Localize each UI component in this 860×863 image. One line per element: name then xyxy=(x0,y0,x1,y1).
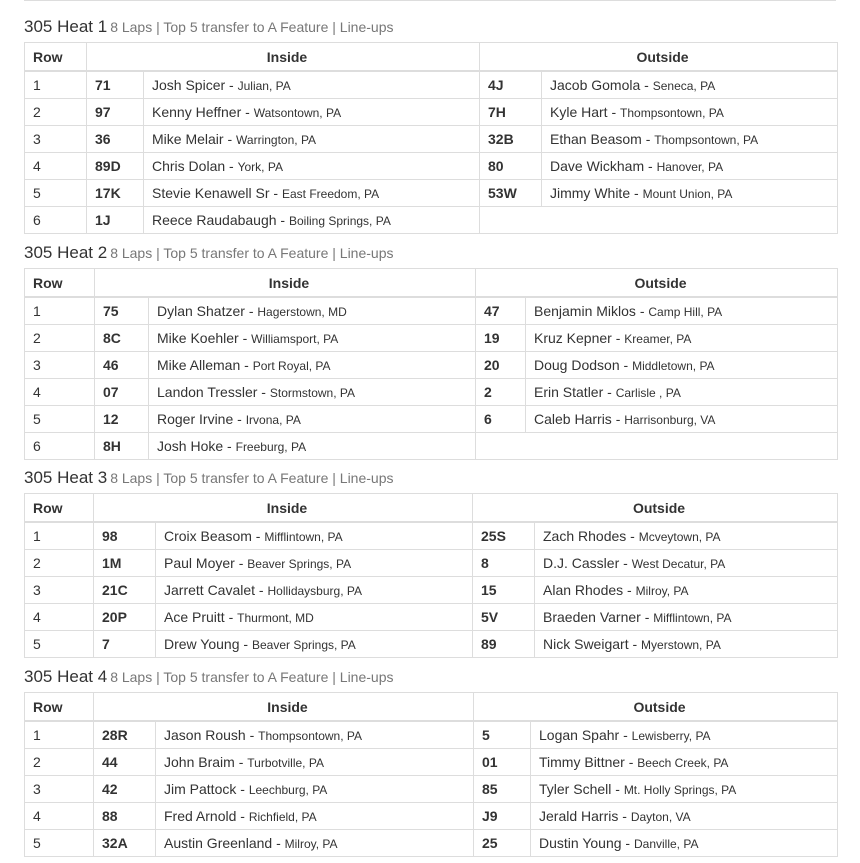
empty-outside-cell xyxy=(476,433,838,460)
row-number: 3 xyxy=(25,126,87,153)
table-row xyxy=(25,522,838,550)
driver-name: Tyler Schell xyxy=(539,781,612,797)
heat-section xyxy=(24,662,837,857)
outside-driver-cell: Jacob Gomola - Seneca, PA xyxy=(542,71,838,99)
table-row xyxy=(25,577,838,604)
heat-title xyxy=(24,238,837,268)
inside-car-number: 21C xyxy=(94,577,156,604)
driver-name: Mike Alleman xyxy=(157,357,241,373)
outside-header: Outside xyxy=(476,269,838,298)
outside-driver-cell: Jimmy White - Mount Union, PA xyxy=(542,180,838,207)
driver-hometown: Stormstown, PA xyxy=(269,386,355,400)
driver-hometown: Kreamer, PA xyxy=(624,332,692,346)
driver-hometown: Carlisle , PA xyxy=(615,386,681,400)
outside-driver-cell: Ethan Beasom - Thompsontown, PA xyxy=(542,126,838,153)
lineup-table xyxy=(24,42,838,234)
inside-car-number: 46 xyxy=(95,352,149,379)
inside-driver-cell: Jim Pattock - Leechburg, PA xyxy=(156,776,474,803)
row-number: 5 xyxy=(25,830,94,857)
row-number: 6 xyxy=(25,207,87,234)
row-number: 4 xyxy=(25,604,94,631)
driver-hometown: Port Royal, PA xyxy=(252,359,331,373)
inside-car-number: 8H xyxy=(95,433,149,460)
header-row xyxy=(25,494,838,523)
table-row xyxy=(25,721,838,749)
heat-title xyxy=(24,12,837,42)
driver-name: Jimmy White xyxy=(550,185,631,201)
driver-name: Josh Spicer xyxy=(152,77,226,93)
driver-hometown: Mifflintown, PA xyxy=(653,611,732,625)
table-row xyxy=(25,604,838,631)
driver-name: Reece Raudabaugh xyxy=(152,212,277,228)
driver-hometown: Thompsontown, PA xyxy=(620,106,724,120)
driver-name: Braeden Varner xyxy=(543,609,641,625)
driver-hometown: Freeburg, PA xyxy=(235,440,307,454)
inside-car-number: 88 xyxy=(94,803,156,830)
inside-driver-cell: Roger Irvine - Irvona, PA xyxy=(149,406,476,433)
inside-driver-cell: Mike Alleman - Port Royal, PA xyxy=(149,352,476,379)
heat-subtitle: 8 Laps | Top 5 transfer to A Feature | Line-ups xyxy=(110,245,394,261)
table-row xyxy=(25,71,838,99)
driver-hometown: Richfield, PA xyxy=(248,810,317,824)
inside-driver-cell: Paul Moyer - Beaver Springs, PA xyxy=(156,550,473,577)
inside-car-number: 17K xyxy=(87,180,144,207)
top-divider xyxy=(24,0,836,1)
table-row xyxy=(25,830,838,857)
driver-name: Jarrett Cavalet xyxy=(164,582,256,598)
row-number: 1 xyxy=(25,522,94,550)
table-row xyxy=(25,749,838,776)
heat-name: 305 Heat 2 xyxy=(24,243,108,262)
driver-hometown: Watsontown, PA xyxy=(253,106,342,120)
driver-hometown: Danville, PA xyxy=(633,837,699,851)
inside-driver-cell: Jarrett Cavalet - Hollidaysburg, PA xyxy=(156,577,473,604)
row-number: 2 xyxy=(25,550,94,577)
outside-car-number: 85 xyxy=(474,776,531,803)
driver-hometown: Beaver Springs, PA xyxy=(251,638,356,652)
outside-car-number: 53W xyxy=(480,180,542,207)
driver-hometown: Julian, PA xyxy=(237,79,291,93)
inside-driver-cell: Jason Roush - Thompsontown, PA xyxy=(156,721,474,749)
row-number: 1 xyxy=(25,721,94,749)
inside-driver-cell: Reece Raudabaugh - Boiling Springs, PA xyxy=(144,207,480,234)
driver-name: Fred Arnold xyxy=(164,808,237,824)
row-header: Row xyxy=(25,693,94,722)
inside-car-number: 32A xyxy=(94,830,156,857)
outside-driver-cell: Dustin Young - Danville, PA xyxy=(531,830,838,857)
heat-subtitle: 8 Laps | Top 5 transfer to A Feature | Line-ups xyxy=(110,470,394,486)
driver-name: Kyle Hart xyxy=(550,104,608,120)
table-row xyxy=(25,153,838,180)
driver-name: Roger Irvine xyxy=(157,411,234,427)
driver-hometown: Middletown, PA xyxy=(632,359,715,373)
inside-car-number: 44 xyxy=(94,749,156,776)
row-number: 5 xyxy=(25,406,95,433)
driver-hometown: Seneca, PA xyxy=(652,79,716,93)
table-row xyxy=(25,379,838,406)
driver-name: Ace Pruitt xyxy=(164,609,225,625)
inside-car-number: 98 xyxy=(94,522,156,550)
driver-name: Doug Dodson xyxy=(534,357,620,373)
table-row xyxy=(25,406,838,433)
driver-name: Jacob Gomola xyxy=(550,77,641,93)
driver-name: Drew Young xyxy=(164,636,240,652)
heat-name: 305 Heat 3 xyxy=(24,468,108,487)
table-row xyxy=(25,352,838,379)
inside-car-number: 7 xyxy=(94,631,156,658)
inside-driver-cell: Josh Hoke - Freeburg, PA xyxy=(149,433,476,460)
table-row xyxy=(25,207,838,234)
driver-hometown: Milroy, PA xyxy=(635,584,689,598)
driver-hometown: West Decatur, PA xyxy=(631,557,726,571)
driver-hometown: Hollidaysburg, PA xyxy=(267,584,362,598)
driver-name: Paul Moyer xyxy=(164,555,235,571)
driver-hometown: Beaver Springs, PA xyxy=(247,557,352,571)
driver-name: John Braim xyxy=(164,754,235,770)
inside-car-number: 42 xyxy=(94,776,156,803)
driver-hometown: Mount Union, PA xyxy=(642,187,733,201)
row-number: 5 xyxy=(25,631,94,658)
inside-driver-cell: Mike Melair - Warrington, PA xyxy=(144,126,480,153)
header-row xyxy=(25,269,838,298)
outside-driver-cell: Jerald Harris - Dayton, VA xyxy=(531,803,838,830)
driver-hometown: Thurmont, MD xyxy=(237,611,314,625)
outside-car-number: 5 xyxy=(474,721,531,749)
outside-car-number: 80 xyxy=(480,153,542,180)
inside-car-number: 12 xyxy=(95,406,149,433)
inside-driver-cell: Austin Greenland - Milroy, PA xyxy=(156,830,474,857)
table-row xyxy=(25,126,838,153)
outside-driver-cell: D.J. Cassler - West Decatur, PA xyxy=(535,550,838,577)
driver-name: Mike Koehler xyxy=(157,330,239,346)
driver-name: Benjamin Miklos xyxy=(534,303,636,319)
inside-driver-cell: Croix Beasom - Mifflintown, PA xyxy=(156,522,473,550)
outside-car-number: 7H xyxy=(480,99,542,126)
table-row xyxy=(25,180,838,207)
table-row xyxy=(25,776,838,803)
driver-hometown: Thompsontown, PA xyxy=(258,729,362,743)
inside-car-number: 07 xyxy=(95,379,149,406)
inside-header: Inside xyxy=(87,43,480,72)
driver-name: Dustin Young xyxy=(539,835,622,851)
row-number: 1 xyxy=(25,297,95,325)
outside-header: Outside xyxy=(474,693,838,722)
outside-driver-cell: Tyler Schell - Mt. Holly Springs, PA xyxy=(531,776,838,803)
outside-driver-cell: Logan Spahr - Lewisberry, PA xyxy=(531,721,838,749)
driver-name: Austin Greenland xyxy=(164,835,273,851)
inside-driver-cell: Ace Pruitt - Thurmont, MD xyxy=(156,604,473,631)
inside-driver-cell: Chris Dolan - York, PA xyxy=(144,153,480,180)
outside-car-number: 19 xyxy=(476,325,526,352)
driver-name: Chris Dolan xyxy=(152,158,226,174)
outside-car-number: 6 xyxy=(476,406,526,433)
outside-car-number: 8 xyxy=(473,550,535,577)
outside-car-number: 4J xyxy=(480,71,542,99)
driver-hometown: Turbotville, PA xyxy=(247,756,324,770)
driver-hometown: Milroy, PA xyxy=(284,837,338,851)
row-number: 3 xyxy=(25,776,94,803)
driver-name: Logan Spahr xyxy=(539,727,620,743)
outside-car-number: 47 xyxy=(476,297,526,325)
table-row xyxy=(25,803,838,830)
driver-name: Croix Beasom xyxy=(164,528,252,544)
outside-driver-cell: Benjamin Miklos - Camp Hill, PA xyxy=(526,297,838,325)
inside-driver-cell: Dylan Shatzer - Hagerstown, MD xyxy=(149,297,476,325)
driver-hometown: Dayton, VA xyxy=(630,810,691,824)
driver-name: Ethan Beasom xyxy=(550,131,642,147)
driver-name: Jerald Harris xyxy=(539,808,619,824)
outside-car-number: 5V xyxy=(473,604,535,631)
outside-car-number: 2 xyxy=(476,379,526,406)
driver-name: Caleb Harris xyxy=(534,411,612,427)
driver-hometown: Harrisonburg, VA xyxy=(624,413,716,427)
row-header: Row xyxy=(25,494,94,523)
heat-section xyxy=(24,12,837,234)
driver-name: Mike Melair xyxy=(152,131,224,147)
driver-name: D.J. Cassler xyxy=(543,555,620,571)
inside-car-number: 20P xyxy=(94,604,156,631)
driver-hometown: Mcveytown, PA xyxy=(638,530,721,544)
table-row xyxy=(25,99,838,126)
driver-hometown: York, PA xyxy=(237,160,283,174)
driver-hometown: Hagerstown, MD xyxy=(257,305,347,319)
outside-driver-cell: Caleb Harris - Harrisonburg, VA xyxy=(526,406,838,433)
inside-driver-cell: Drew Young - Beaver Springs, PA xyxy=(156,631,473,658)
inside-driver-cell: Kenny Heffner - Watsontown, PA xyxy=(144,99,480,126)
driver-name: Nick Sweigart xyxy=(543,636,629,652)
driver-name: Alan Rhodes xyxy=(543,582,624,598)
table-row xyxy=(25,550,838,577)
inside-car-number: 8C xyxy=(95,325,149,352)
row-number: 1 xyxy=(25,71,87,99)
heat-subtitle: 8 Laps | Top 5 transfer to A Feature | Line-ups xyxy=(110,19,394,35)
inside-driver-cell: Josh Spicer - Julian, PA xyxy=(144,71,480,99)
inside-car-number: 28R xyxy=(94,721,156,749)
inside-driver-cell: Mike Koehler - Williamsport, PA xyxy=(149,325,476,352)
outside-driver-cell: Braeden Varner - Mifflintown, PA xyxy=(535,604,838,631)
inside-car-number: 71 xyxy=(87,71,144,99)
inside-car-number: 1J xyxy=(87,207,144,234)
outside-car-number: 32B xyxy=(480,126,542,153)
driver-hometown: Mifflintown, PA xyxy=(264,530,343,544)
driver-name: Timmy Bittner xyxy=(539,754,625,770)
driver-name: Dave Wickham xyxy=(550,158,645,174)
outside-driver-cell: Timmy Bittner - Beech Creek, PA xyxy=(531,749,838,776)
outside-car-number: 89 xyxy=(473,631,535,658)
heat-name: 305 Heat 1 xyxy=(24,17,108,36)
inside-car-number: 36 xyxy=(87,126,144,153)
outside-driver-cell: Kruz Kepner - Kreamer, PA xyxy=(526,325,838,352)
table-row xyxy=(25,297,838,325)
row-number: 3 xyxy=(25,577,94,604)
driver-name: Stevie Kenawell Sr xyxy=(152,185,270,201)
outside-car-number: 20 xyxy=(476,352,526,379)
heat-section xyxy=(24,463,837,658)
driver-name: Josh Hoke xyxy=(157,438,224,454)
inside-header: Inside xyxy=(94,494,473,523)
driver-hometown: Thompsontown, PA xyxy=(654,133,759,147)
driver-name: Jason Roush xyxy=(164,727,246,743)
outside-driver-cell: Doug Dodson - Middletown, PA xyxy=(526,352,838,379)
row-header: Row xyxy=(25,269,95,298)
inside-driver-cell: John Braim - Turbotville, PA xyxy=(156,749,474,776)
heat-title xyxy=(24,463,837,493)
lineup-table xyxy=(24,268,838,460)
row-number: 2 xyxy=(25,325,95,352)
lineup-table xyxy=(24,692,838,857)
outside-driver-cell: Zach Rhodes - Mcveytown, PA xyxy=(535,522,838,550)
driver-name: Kruz Kepner xyxy=(534,330,612,346)
lineup-table xyxy=(24,493,838,658)
driver-hometown: Williamsport, PA xyxy=(251,332,339,346)
empty-outside-cell xyxy=(480,207,838,234)
driver-hometown: Warrington, PA xyxy=(236,133,317,147)
header-row xyxy=(25,693,838,722)
driver-hometown: Irvona, PA xyxy=(245,413,301,427)
row-number: 6 xyxy=(25,433,95,460)
driver-name: Erin Statler xyxy=(534,384,604,400)
row-header: Row xyxy=(25,43,87,72)
table-row xyxy=(25,433,838,460)
inside-car-number: 75 xyxy=(95,297,149,325)
outside-car-number: 25S xyxy=(473,522,535,550)
row-number: 2 xyxy=(25,99,87,126)
driver-hometown: Boiling Springs, PA xyxy=(289,214,391,228)
table-row xyxy=(25,325,838,352)
driver-hometown: Leechburg, PA xyxy=(248,783,328,797)
heat-name: 305 Heat 4 xyxy=(24,667,108,686)
row-number: 4 xyxy=(25,379,95,406)
outside-driver-cell: Alan Rhodes - Milroy, PA xyxy=(535,577,838,604)
driver-hometown: Hanover, PA xyxy=(656,160,724,174)
outside-driver-cell: Dave Wickham - Hanover, PA xyxy=(542,153,838,180)
row-number: 4 xyxy=(25,153,87,180)
outside-driver-cell: Kyle Hart - Thompsontown, PA xyxy=(542,99,838,126)
driver-hometown: Mt. Holly Springs, PA xyxy=(623,783,737,797)
heat-subtitle: 8 Laps | Top 5 transfer to A Feature | Line-ups xyxy=(110,669,394,685)
outside-car-number: 15 xyxy=(473,577,535,604)
outside-car-number: 25 xyxy=(474,830,531,857)
heat-title xyxy=(24,662,837,692)
driver-hometown: Lewisberry, PA xyxy=(631,729,711,743)
row-number: 5 xyxy=(25,180,87,207)
inside-header: Inside xyxy=(95,269,476,298)
outside-car-number: 01 xyxy=(474,749,531,776)
driver-hometown: Myerstown, PA xyxy=(641,638,721,652)
outside-header: Outside xyxy=(480,43,838,72)
heat-section xyxy=(24,238,837,460)
driver-name: Kenny Heffner xyxy=(152,104,242,120)
inside-driver-cell: Landon Tressler - Stormstown, PA xyxy=(149,379,476,406)
row-number: 4 xyxy=(25,803,94,830)
inside-driver-cell: Fred Arnold - Richfield, PA xyxy=(156,803,474,830)
driver-name: Zach Rhodes xyxy=(543,528,627,544)
outside-header: Outside xyxy=(473,494,838,523)
driver-hometown: East Freedom, PA xyxy=(281,187,380,201)
outside-driver-cell: Nick Sweigart - Myerstown, PA xyxy=(535,631,838,658)
driver-name: Jim Pattock xyxy=(164,781,237,797)
table-row xyxy=(25,631,838,658)
driver-hometown: Camp Hill, PA xyxy=(648,305,723,319)
driver-hometown: Beech Creek, PA xyxy=(637,756,729,770)
outside-car-number: J9 xyxy=(474,803,531,830)
inside-car-number: 97 xyxy=(87,99,144,126)
driver-name: Landon Tressler xyxy=(157,384,258,400)
outside-driver-cell: Erin Statler - Carlisle , PA xyxy=(526,379,838,406)
row-number: 2 xyxy=(25,749,94,776)
inside-car-number: 89D xyxy=(87,153,144,180)
inside-driver-cell: Stevie Kenawell Sr - East Freedom, PA xyxy=(144,180,480,207)
driver-name: Dylan Shatzer xyxy=(157,303,245,319)
inside-header: Inside xyxy=(94,693,474,722)
row-number: 3 xyxy=(25,352,95,379)
inside-car-number: 1M xyxy=(94,550,156,577)
header-row xyxy=(25,43,838,72)
